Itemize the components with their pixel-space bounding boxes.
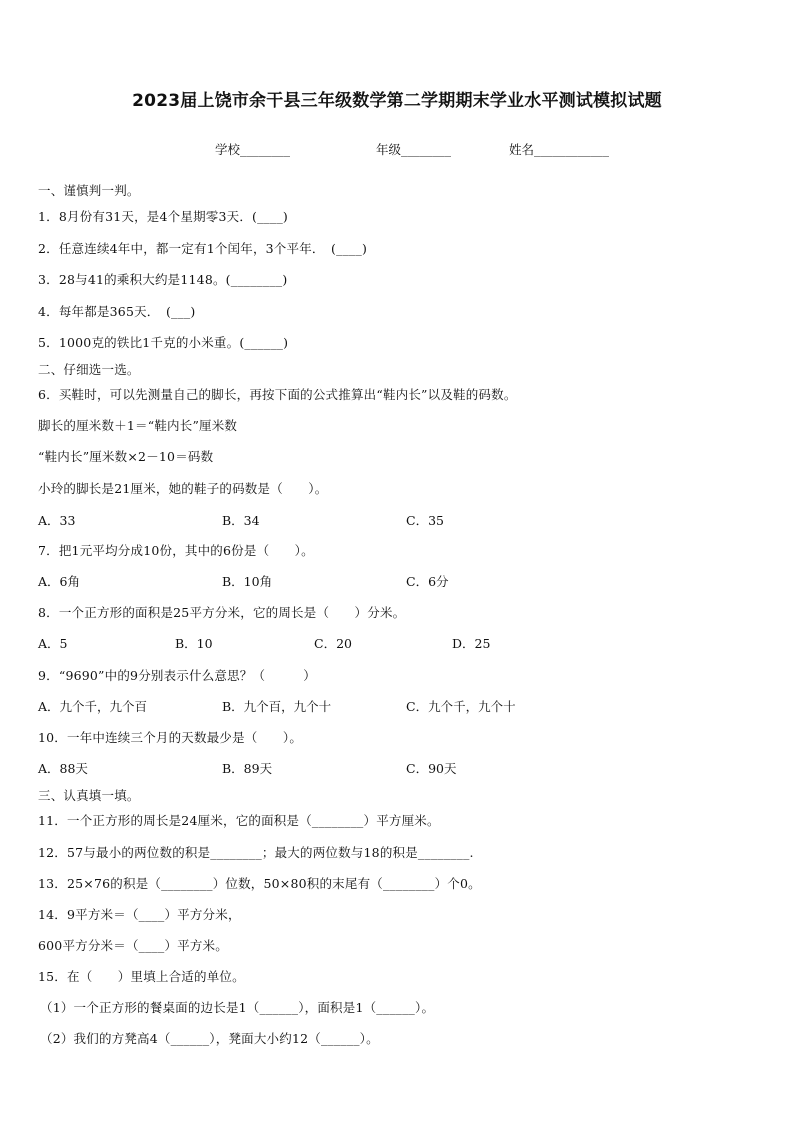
question-6-prompt: 小玲的脚长是21厘米，她的鞋子的码数是（ ）。 <box>38 481 328 496</box>
question-6-option-b: B．34 <box>222 513 260 528</box>
name-field: 姓名____________ <box>509 142 610 157</box>
question-6-formula-2: “鞋内长”厘米数×2－10＝码数 <box>38 449 214 464</box>
question-3: 3．28与41的乘积大约是1148。(________) <box>38 272 288 287</box>
question-8-option-c: C．20 <box>314 636 352 651</box>
question-15-item-1: （1）一个正方形的餐桌面的边长是1（______），面积是1（______）。 <box>40 1000 435 1015</box>
question-8-option-b: B．10 <box>175 636 213 651</box>
section-heading-2: 二、仔细选一选。 <box>38 362 140 377</box>
question-6: 6．买鞋时，可以先测量自己的脚长，再按下面的公式推算出“鞋内长”以及鞋的码数。 <box>38 387 517 402</box>
question-8-option-a: A．5 <box>38 636 68 651</box>
question-15-item-2: （2）我们的方凳高4（______），凳面大小约12（______）。 <box>40 1031 379 1046</box>
question-7: 7．把1元平均分成10份，其中的6份是（ ）。 <box>38 543 314 558</box>
question-11: 11．一个正方形的周长是24厘米，它的面积是（________）平方厘米。 <box>38 813 440 828</box>
question-7-option-a: A．6角 <box>38 574 80 589</box>
question-10-option-a: A．88天 <box>38 761 88 776</box>
question-9-option-c: C．九个千，九个十 <box>406 699 516 714</box>
question-7-option-b: B．10角 <box>222 574 273 589</box>
question-2: 2．任意连续4年中，都一定有1个闰年，3个平年． (____) <box>38 241 368 256</box>
question-13: 13．25×76的积是（________）位数，50×80积的末尾有（________）个0。 <box>38 876 481 891</box>
question-12: 12．57与最小的两位数的积是________；最大的两位数与18的积是________. <box>38 845 474 860</box>
question-6-formula-1: 脚长的厘米数＋1＝“鞋内长”厘米数 <box>38 418 238 433</box>
question-10-option-b: B．89天 <box>222 761 273 776</box>
section-heading-3: 三、认真填一填。 <box>38 788 140 803</box>
question-5: 5．1000克的铁比1千克的小米重。(______) <box>38 335 289 350</box>
question-9: 9．“9690”中的9分别表示什么意思？（ ） <box>38 668 316 683</box>
page-title: 2023届上饶市余干县三年级数学第二学期期末学业水平测试模拟试题 <box>132 91 662 111</box>
question-15: 15．在（ ）里填上合适的单位。 <box>38 969 245 984</box>
school-field: 学校________ <box>215 142 291 157</box>
section-heading-1: 一、谨慎判一判。 <box>38 183 140 198</box>
question-8-option-d: D．25 <box>452 636 491 651</box>
question-10: 10．一年中连续三个月的天数最少是（ ）。 <box>38 730 303 745</box>
question-14-part-2: 600平方分米＝（____）平方米。 <box>38 938 228 953</box>
question-4: 4．每年都是365天． (___) <box>38 304 196 319</box>
question-8: 8．一个正方形的面积是25平方分米，它的周长是（ ）分米。 <box>38 605 406 620</box>
question-9-option-b: B．九个百，九个十 <box>222 699 332 714</box>
question-6-option-a: A．33 <box>38 513 76 528</box>
question-10-option-c: C．90天 <box>406 761 457 776</box>
grade-field: 年级________ <box>376 142 452 157</box>
question-1: 1．8月份有31天，是4个星期零3天．(____) <box>38 209 288 224</box>
question-6-option-c: C．35 <box>406 513 444 528</box>
question-14-part-1: 14．9平方米＝（____）平方分米， <box>38 907 241 922</box>
question-7-option-c: C．6分 <box>406 574 449 589</box>
question-9-option-a: A．九个千，九个百 <box>38 699 148 714</box>
